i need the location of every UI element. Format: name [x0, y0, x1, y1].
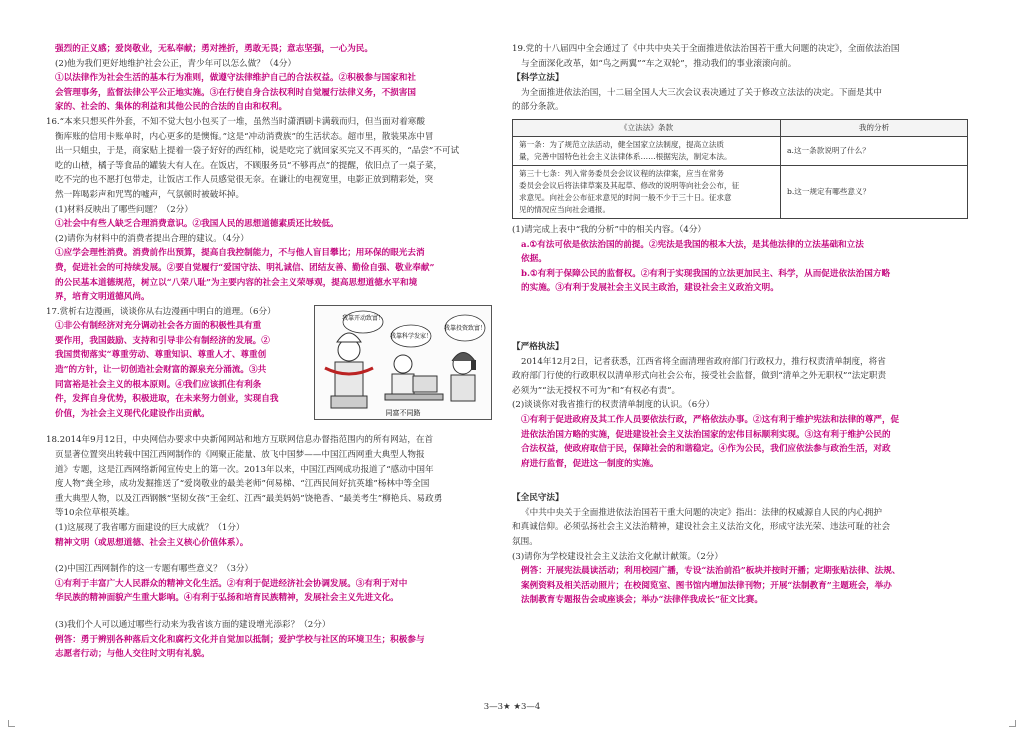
table-cell-analysis: a.这一条款说明了什么？: [781, 136, 968, 165]
q19-1-answer-line: b.①有利于保障公民的监督权。②有利于实现我国的立法更加民主、科学，从而促进依法治国方略: [521, 268, 891, 279]
q15-2-answer-line: 家的、社会的、集体的利益和其他公民的合法的自由和权利。: [55, 102, 288, 113]
q18-material-line: 道》专题，这是江西网络新闻宣传史上的第一次。2013年以来，中国江西网成功报道了“感动中国年: [55, 464, 434, 475]
spacer: [46, 606, 490, 618]
q18-3-question: (3)我们个人可以通过哪些行动来为我省该方面的建设增光添彩？（2分）: [55, 619, 331, 630]
q18-1-question: (1)这展现了我省哪方面建设的巨大成就？（1分）: [55, 523, 245, 533]
q18-material-line: 等10余位草根英雄。: [55, 508, 135, 519]
q16-1-question: (1)材料反映出了哪些问题？（2分）: [55, 204, 193, 215]
q19-1-answer-line: a.①有法可依是依法治国的前提。②宪法是我国的根本大法，是其他法律的立法基础和立法: [521, 239, 864, 250]
table-cell-analysis: b.这一规定有哪些意义？: [781, 165, 968, 218]
cartoon-illustration: [314, 305, 492, 420]
cartoon-bubble-3: 我靠投资致富！: [443, 324, 487, 332]
q17-answer-line: 件，发挥自身优势，积极进取，在未来努力创业，实现自我: [55, 394, 279, 405]
clause-line: 量，完善中国特色社会主义法律体系……根据宪法，制定本法。: [519, 151, 732, 161]
q16-material-line: 出一只蛆虫，于是，商家贴上提着一袋子好好的西红柿，说是吃完了就回家买完又不再买的，“品尝”不可试: [55, 146, 460, 157]
q19-1-question: (1)请完成上表中“我的分析”中的相关内容。（4分）: [512, 224, 707, 235]
sec3-text-line: 氛围。: [512, 537, 538, 548]
crop-mark: [8, 720, 15, 727]
left-column: [46, 42, 490, 662]
q19-2-answer-line: 府进行监督，促进这一制度的实施。: [521, 458, 659, 469]
q19-2-question: (2)谈谈你对我省推行的权责清单制度的认识。（6分）: [512, 400, 715, 411]
q17-answer-line: 要作用，我国鼓励、支持和引导非公有制经济的发展。②: [55, 335, 270, 346]
q17-block: [46, 305, 490, 422]
legislation-law-table: [512, 119, 968, 219]
q18-material-line: 18.2014年9月12日，中央网信办要求中央新闻网站和地方互联网信息办督指范围内的所有网站，在首: [46, 435, 434, 446]
q19-3-question: (3)请你为学校建设社会主义法治文化献计献策。（2分）: [512, 551, 723, 562]
cartoon-caption: 同富不同路: [385, 408, 421, 417]
q18-material-line: 度人物”龚全珍，成功发掘推送了“爱岗敬业的最美老师”何易梯、“江西民间好抗英雄”杨林中等全国: [55, 479, 430, 490]
table-row: [513, 165, 968, 218]
section-heading-legislation: 【科学立法】: [512, 73, 564, 84]
q18-1-answer: 精神文明（或思想道德、社会主义核心价值体系）。: [55, 537, 249, 548]
spacer: [512, 296, 968, 340]
q15-2-answer-line: ①以法律作为社会生活的基本行为准则，做遵守法律维护自己的合法权益。②积极参与国家和社: [55, 73, 416, 84]
q19-3-answer-line: 例答：开展宪法晨读活动；利用校园广播，专设“法治前沿”板块并按时开播；定期张贴法律、法规、: [521, 566, 901, 577]
q16-material-line: 吃不完的也不愿打包带走，让饭店工作人员感觉很无奈。在谦让的电视宽里，电影正放到精彩处，突: [55, 175, 434, 186]
sec2-text-line: 2014年12月2日，记者获悉，江西省将全面清理省政府部门行政权力，推行权责清单制度，将省: [521, 356, 886, 367]
spacer: [46, 550, 490, 562]
q16-2-answer-line: 界，培育文明道德风尚。: [55, 292, 150, 303]
sec2-text-line: 政府部门行使的行政职权以清单形式向社会公布，接受社会监督，做到“清单之外无职权”“法定职责: [512, 371, 887, 382]
q17-answer-line: 我国贯彻落实“尊重劳动、尊重知识、尊重人才、尊重创: [55, 350, 267, 361]
q16-2-answer-line: ①应学会理性消费。消费前作出预算，提高自我控制能力，不与他人盲目攀比；用环保的眼光去消: [55, 248, 425, 259]
sec1-text-line: 的部分条款。: [512, 102, 564, 113]
q15-2-answer-line: 会管理事务，监督法律公平公正地实施。③在行使自身合法权利时自觉履行法律义务，不损害国: [55, 87, 416, 98]
q19-2-answer-line: ①有利于促进政府及其工作人员要依法行政，严格依法办事。②这有利于维护宪法和法律的尊严，促: [521, 414, 900, 425]
right-column: [512, 42, 968, 608]
spacer: [46, 421, 490, 433]
q18-2-answer-line: ①有利于丰富广大人民群众的精神文化生活。②有利于促进经济社会协调发展。③有利于对中: [55, 578, 408, 589]
clause-line: 第三十七条：列入常务委员会会议议程的法律案，应当在常务: [519, 168, 725, 178]
q16-2-answer-line: 费，促进社会的可持续发展。②要自觉履行“爱国守法、明礼诚信、团结友善、勤俭自强、敬业奉献”: [55, 262, 435, 273]
clause-line: 求意见。向社会公布征求意见的时间一般不少于三十日。征求意: [519, 192, 732, 202]
q16-material-line: 16.“本来只想买件外套，不知不觉大包小包买了一堆，虽然当时潇洒刷卡满载而归，但当面对着寒酸: [46, 116, 425, 127]
q17-answer-line: 造”的方针，让一切创造社会财富的源泉充分涌流。③共: [55, 365, 267, 376]
sec2-text-line: 必须为”“法无授权不可为”和“有权必有责”。: [512, 385, 681, 396]
q16-1-answer: ①社会中有些人缺乏合理消费意识。②我国人民的思想道德素质还比较低。: [55, 219, 339, 230]
table-header-cell: 《立法法》条款: [513, 119, 781, 136]
q16-2-question: (2)请你为材料中的消费者提出合理的建议。（4分）: [55, 233, 249, 244]
q16-material-line: 然一阵喝彩声和咒骂的嘘声，气氛顿时被破坏掉。: [55, 189, 245, 200]
q18-3-answer-line: 志愿者行动；与他人交往时文明有礼貌。: [55, 649, 210, 660]
section-heading-compliance: 【全民守法】: [512, 493, 564, 504]
q16-material-line: 衡库账的信用卡账单时，内心更多的是懊悔。”这是“冲动消费族”的生活状态。超市里，散装果冻中冒: [55, 131, 434, 142]
q19-intro-line: 与全面深化改革，如“鸟之两翼”“车之双轮”，推动我们的事业滚滚向前。: [521, 58, 797, 69]
q19-3-answer-line: 案例资料及相关活动照片；在校阅览室、图书馆内增加法律刊物；开展“法制教育”主题班会，举办: [521, 580, 892, 591]
q18-2-answer-line: 华民族的精神面貌产生重大影响。④有利于弘扬和培育民族精神，发展社会主义先进文化。: [55, 593, 399, 604]
q16-2-answer-line: 的公民基本道德规范，树立以“八荣八耻”为主要内容的社会主义荣辱观，提高思想道德水平和境: [55, 277, 418, 288]
q19-1-answer-line: 的实施。③有利于发展社会主义民主政治，建设社会主义政治文明。: [521, 283, 779, 294]
q19-intro-line: 19.党的十八届四中全会通过了《中共中央关于全面推进依法治国若干重大问题的决定》，全面依法治国: [512, 44, 900, 54]
q17-answer-line: 同富裕是社会主义的根本原则。④我们应该抓住有利条: [55, 379, 262, 390]
q19-1-answer-line: 依据。: [521, 254, 547, 265]
q19-2-answer-line: 进依法治国方略的实施，促进建设社会主义法治国家的宏伟目标顺利实现。③这有利于维护公民的: [521, 429, 891, 440]
sec1-text-line: 为全面推进依法治国，十二届全国人大三次会议表决通过了关于修改立法法的决定。下面是其中: [521, 87, 882, 98]
q17-answer-line: 价值，为社会主义现代化建设作出贡献。: [55, 408, 210, 419]
q16-material-line: 吃的山楂，橘子等食品的罐装大有人在。在饭店，不顾服务员“不够再点”的提醒，依旧点了一桌子菜，: [55, 160, 442, 171]
q18-2-question: (2)中国江西网制作的这一专题有哪些意义？（3分）: [55, 564, 254, 575]
q18-material-line: 页显著位置突出转载中国江西网制作的《网聚正能量、放飞中国梦——中国江西网重大典型人物报: [55, 450, 425, 461]
clause-line: 第一条：为了规范立法活动，健全国家立法制度，提高立法质: [519, 139, 725, 149]
q18-3-answer-line: 例答：勇于辨别各种落后文化和腐朽文化并自觉加以抵制；爱护学校与社区的环境卫生；积极参与: [55, 634, 425, 645]
q17-answer-line: ①非公有制经济对充分调动社会各方面的积极性具有重: [55, 321, 262, 332]
q15-continued-answer: 强烈的正义感；爱岗敬业，无私奉献；勇对挫折，勇敢无畏；意志坚强，一心为民。: [55, 44, 373, 54]
section-heading-enforcement: 【严格执法】: [512, 341, 564, 352]
table-cell-clause: [513, 165, 781, 218]
spacer: [512, 471, 968, 491]
q17-question: 17.赏析右边漫画，谈谈你从右边漫画中明白的道理。（6分）: [46, 306, 276, 317]
q15-2-question: (2)他为我们更好地维护社会公正，青少年可以怎么做？（4分）: [55, 58, 297, 69]
q19-2-answer-line: 合法权益，使政府取信于民，保障社会的和谐稳定。④作为公民，我们应依法参与政治生活，对政: [521, 444, 891, 455]
table-header-cell: 我的分析: [781, 119, 968, 136]
clause-line: 见的情况应当向社会通报。: [519, 204, 611, 214]
q19-3-answer-line: 法制教育专题报告会或座谈会；举办“法律伴我成长”征文比赛。: [521, 595, 763, 606]
cartoon-bubble-2: 我靠科学发家！: [389, 332, 433, 340]
q17-text: [46, 305, 308, 422]
page-number: 3—3★ ★3—4: [483, 702, 541, 712]
q18-material-line: 重大典型人物，以及江西钢骸“坚韧女孩”王金红、江西“最美妈妈”饶艳香、“最美考生”柳艳兵、易政勇: [55, 493, 443, 504]
clause-line: 委员会会议后将法律草案及其起草、修改的说明等向社会公布，征: [519, 180, 740, 190]
table-row: [513, 136, 968, 165]
crop-mark: [1009, 720, 1016, 727]
cartoon-bubble-1: 我靠开动致富！: [341, 314, 385, 322]
sec3-text-line: 《中共中央关于全面推进依法治国若干重大问题的决定》指出：法律的权威源自人民的内心拥护: [521, 507, 882, 518]
sec3-text-line: 和真诚信仰。必须弘扬社会主义法治精神，建设社会主义法治文化，形成守法光荣、违法可耻的社会: [512, 522, 891, 533]
cartoon-drawing: [315, 306, 491, 419]
table-cell-clause: [513, 136, 781, 165]
table-header-row: [513, 119, 968, 136]
